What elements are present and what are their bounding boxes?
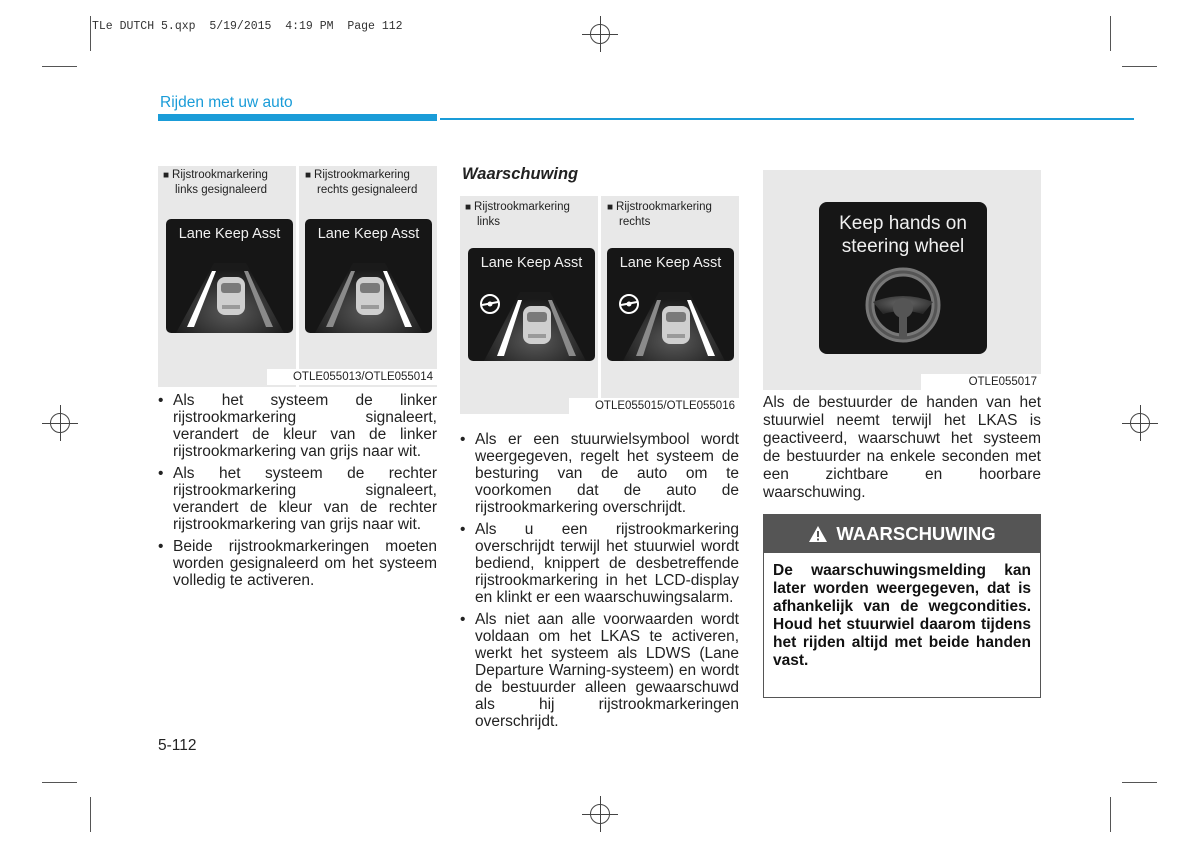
- lcd-screen-right-lane: [305, 219, 432, 333]
- crop-mark: [42, 782, 77, 783]
- list-item: • Beide rijstrookmarkeringen moeten worden gesignaleerd om het systeem volledig te activeren.: [158, 538, 437, 589]
- figure-lane-detected: [158, 166, 437, 387]
- crop-mark: [1122, 66, 1157, 67]
- figure-caption-left: ■ Rijstrookmarkering links: [465, 201, 570, 228]
- warning-box: [763, 514, 1041, 698]
- lane-car-graphic: [305, 219, 432, 333]
- figure-caption-right: ■ Rijstrookmarkering rechts: [607, 201, 712, 228]
- lane-car-graphic: [166, 219, 293, 333]
- section-rule: [440, 118, 1134, 120]
- warning-text: De waarschuwingsmelding kan later worden weergegeven, dat is afhankelijk van de wegcondities. Houd het stuurwiel daarom tijdens het rijden altijd met beide handen vast.: [773, 562, 1031, 669]
- print-header: TLe DUTCH 5.qxp 5/19/2015 4:19 PM Page 112: [92, 20, 403, 33]
- registration-mark: [582, 16, 618, 52]
- lcd-title: Lane Keep Asst: [480, 255, 583, 271]
- figure-code: OTLE055015/OTLE055016: [569, 398, 739, 414]
- section-title: Rijden met uw auto: [160, 94, 293, 111]
- bullet-list-left: [158, 392, 437, 594]
- lcd-title: Lane Keep Asst: [178, 226, 281, 242]
- crop-mark: [90, 16, 91, 51]
- figure-code: OTLE055013/OTLE055014: [267, 369, 437, 385]
- steering-wheel-icon: [479, 293, 501, 315]
- hands-off-paragraph: Als de bestuurder de handen van het stuurwiel neemt terwijl het LKAS is geactiveerd, waarschuwt het systeem de bestuurder na enkele seconden met een zichtbare en hoorbare waarschuwing.: [763, 394, 1041, 501]
- figure-hands-on-warning: [763, 170, 1041, 390]
- steering-wheel-icon: [618, 293, 640, 315]
- hands-on-message: Keep hands on steering wheel: [839, 213, 967, 257]
- crop-mark: [1110, 797, 1111, 832]
- warning-triangle-icon: [808, 525, 828, 543]
- list-item: • Als er een stuurwielsymbool wordt weergegeven, regelt het systeem de besturing van de auto om te voorkomen dat de auto de rijstrookmarkering overschrijdt.: [460, 431, 739, 516]
- registration-mark: [1122, 405, 1158, 441]
- crop-mark: [1110, 16, 1111, 51]
- lcd-title: Lane Keep Asst: [317, 226, 420, 242]
- lcd-screen-left-lane: [166, 219, 293, 333]
- lcd-title: Lane Keep Asst: [619, 255, 722, 271]
- figure-caption-right: ■ Rijstrookmarkering rechts gesignaleerd: [305, 169, 418, 196]
- registration-mark: [582, 796, 618, 832]
- warning-title: WAARSCHUWING: [836, 523, 996, 544]
- figure-code: OTLE055017: [921, 374, 1041, 390]
- bullet-list-middle: [460, 431, 739, 735]
- lcd-screen-left-warning: [468, 248, 595, 361]
- crop-mark: [90, 797, 91, 832]
- section-bar: [158, 114, 437, 121]
- crop-mark: [1122, 782, 1157, 783]
- list-item: • Als het systeem de rechter rijstrookmarkering signaleert, verandert de kleur van de rechter rijstrookmarkering van grijs naar wit.: [158, 465, 437, 533]
- steering-wheel-icon: [819, 202, 987, 354]
- crop-mark: [42, 66, 77, 67]
- list-item: • Als niet aan alle voorwaarden wordt voldaan om het LKAS te activeren, werkt het systeem als LDWS (Lane Departure Warning-systeem) en wordt de bestuurder alleen gewaarschuwd als hij rijstrookmarkeringen overschrijdt.: [460, 611, 739, 730]
- subsection-heading: Waarschuwing: [462, 165, 579, 183]
- list-item: • Als u een rijstrookmarkering overschrijdt terwijl het stuurwiel wordt bediend, knippert de desbetreffende rijstrookmarkering in het LCD-display en klinkt er een waarschuwingsalarm.: [460, 521, 739, 606]
- warning-header: [764, 515, 1040, 553]
- lcd-screen-hands-on: [819, 202, 987, 354]
- page-number: 5-112: [158, 737, 197, 754]
- figure-lane-warning: [460, 196, 739, 414]
- list-item: • Als het systeem de linker rijstrookmarkering signaleert, verandert de kleur van de linker rijstrookmarkering van grijs naar wit.: [158, 392, 437, 460]
- figure-caption-left: ■ Rijstrookmarkering links gesignaleerd: [163, 169, 268, 196]
- lcd-screen-right-warning: [607, 248, 734, 361]
- registration-mark: [42, 405, 78, 441]
